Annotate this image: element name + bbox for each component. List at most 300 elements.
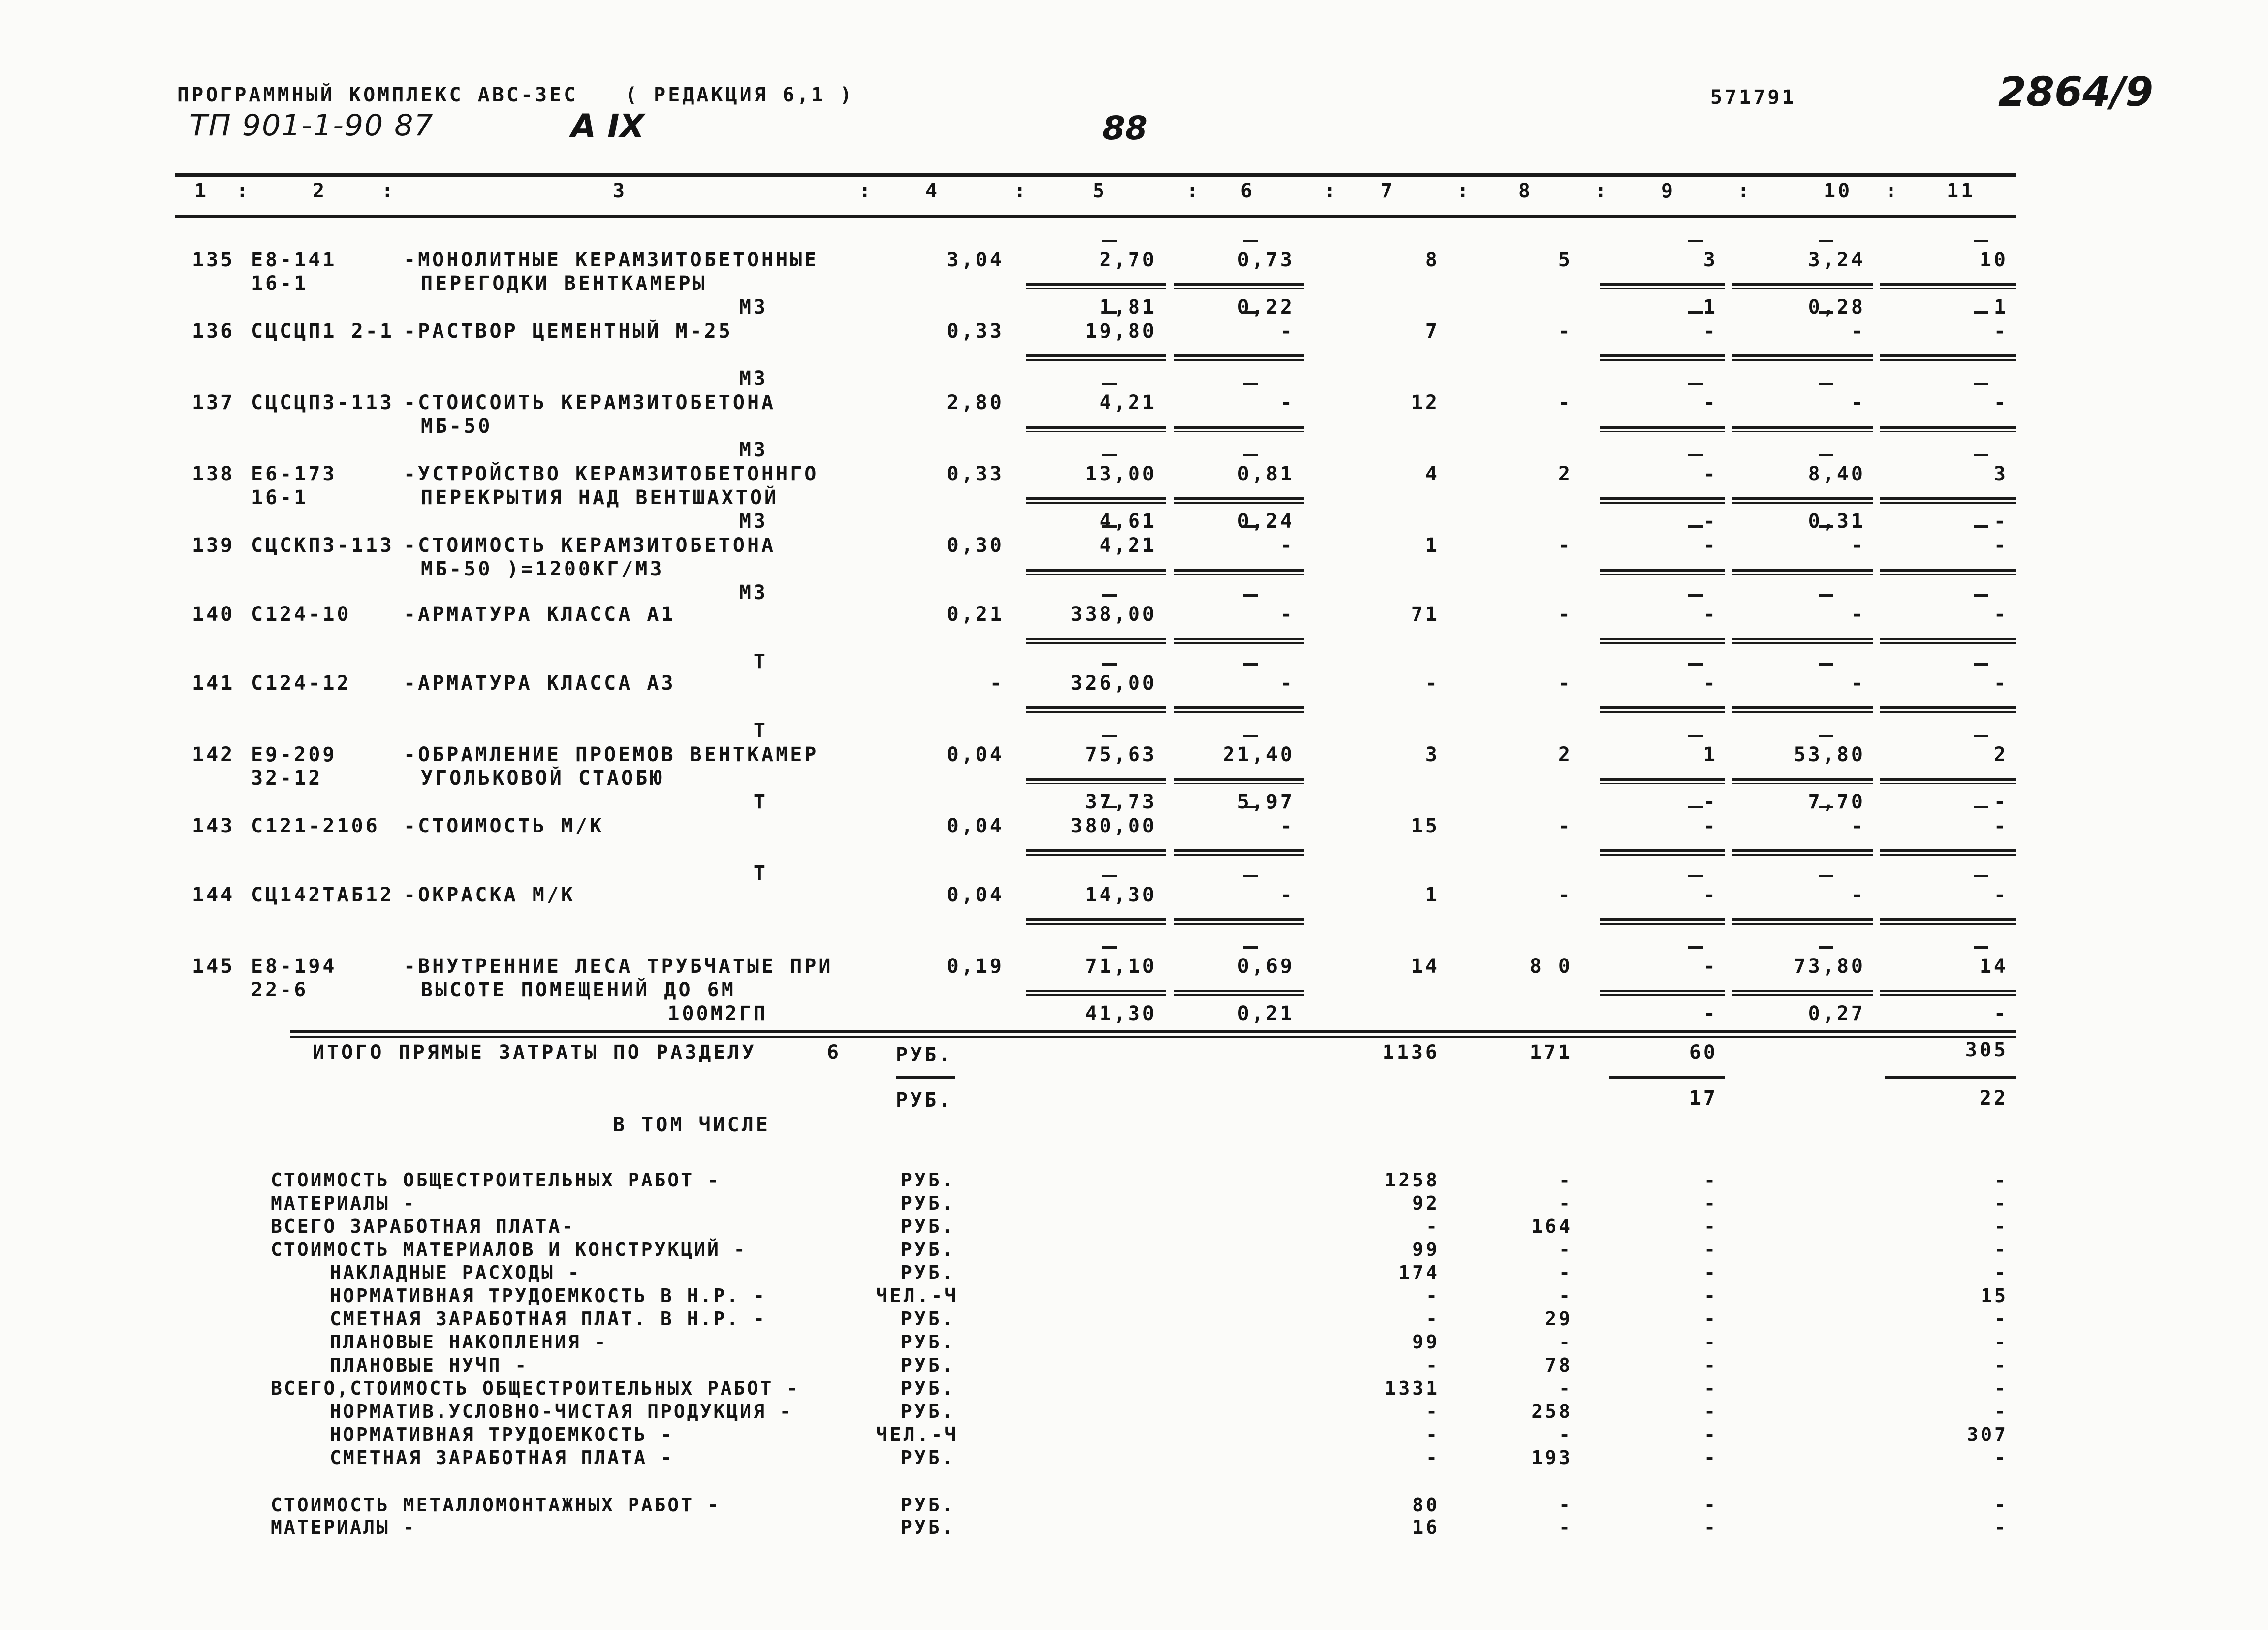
cell-c10-sub: 0,28	[1808, 296, 1865, 319]
cell-c6-sub: 5,97	[1237, 791, 1294, 813]
cell-c7: 14	[1411, 955, 1440, 978]
fraction-line-double	[1174, 359, 1304, 361]
cell-c11: -	[1993, 320, 2008, 343]
cell-c6: -	[1280, 534, 1294, 557]
fraction-line	[1880, 497, 2016, 500]
row-number: 138	[192, 463, 235, 485]
row-description-cont: ПЕРЕГОДКИ ВЕНТКАМЕРЫ	[421, 272, 707, 295]
cell-c10: 73,80	[1794, 955, 1865, 978]
overline-dash	[1102, 663, 1117, 666]
summary-unit: ЧЕЛ.-Ч	[876, 1285, 959, 1307]
cell-c5: 380,00	[1071, 815, 1157, 837]
summary2-label: МАТЕРИАЛЫ -	[271, 1516, 416, 1538]
row-code: Е6-173	[251, 463, 337, 485]
summary-c7: -	[1426, 1424, 1440, 1445]
summary-c8: 164	[1531, 1215, 1573, 1237]
summary-unit: РУБ.	[901, 1192, 956, 1214]
cell-c11: -	[1993, 391, 2008, 414]
row-unit: Т	[753, 791, 768, 813]
row-number: 140	[192, 603, 235, 626]
summary-c9: -	[1704, 1354, 1718, 1376]
summary-c7: 99	[1412, 1239, 1440, 1260]
summary-c7: 1331	[1385, 1377, 1440, 1399]
summary-c11: -	[1994, 1354, 2008, 1376]
fraction-line	[1026, 706, 1166, 709]
summary-c9: -	[1704, 1239, 1718, 1260]
totals-c7: 1136	[1382, 1041, 1440, 1064]
summary2-c9: -	[1704, 1516, 1718, 1538]
cell-c7: 12	[1411, 391, 1440, 414]
row-description: -ОКРАСКА М/К	[404, 884, 575, 906]
summary-label: ПЛАНОВЫЕ НУЧП -	[330, 1354, 529, 1376]
row-unit: М3	[739, 581, 768, 604]
fraction-line	[1174, 918, 1304, 921]
summary-c11: -	[1994, 1215, 2008, 1237]
fraction-line	[1026, 283, 1166, 286]
overline-dash	[1243, 735, 1258, 737]
summary-c9: -	[1704, 1169, 1718, 1191]
overline-dash	[1819, 383, 1833, 385]
overline-dash	[1102, 311, 1117, 314]
cell-c10: -	[1851, 534, 1865, 557]
row-quantity: 0,33	[946, 320, 1004, 343]
fraction-line-double	[1732, 923, 1873, 925]
column-header: 4	[925, 180, 940, 202]
cell-c10-sub: 0,27	[1808, 1002, 1865, 1025]
fraction-line	[1880, 638, 2016, 640]
fraction-line	[1174, 778, 1304, 781]
row-unit: Т	[753, 650, 768, 673]
fraction-line	[1732, 990, 1873, 992]
summary-c7: -	[1426, 1354, 1440, 1376]
summary-c9: -	[1704, 1401, 1718, 1422]
page-number: 88	[1102, 109, 1148, 147]
row-code: С121-2106	[251, 815, 380, 837]
summary-c8: -	[1559, 1169, 1573, 1191]
column-header: 10	[1824, 180, 1853, 202]
cell-c8: 2	[1558, 743, 1573, 766]
document-code: 571791	[1710, 86, 1796, 109]
cell-c8: 5	[1558, 249, 1573, 271]
cell-c11-sub: -	[1993, 791, 2008, 813]
summary2-c8: -	[1559, 1494, 1573, 1516]
overline-dash	[1974, 663, 1988, 666]
row-number: 143	[192, 815, 235, 837]
row-unit: 100М2ГП	[667, 1002, 768, 1025]
fraction-line	[1880, 849, 2016, 852]
row-description: -УСТРОЙСТВО КЕРАМЗИТОБЕТОННГО	[404, 463, 819, 485]
cell-c6-sub: 0,24	[1237, 510, 1294, 533]
summary-c9: -	[1704, 1377, 1718, 1399]
row-code-sub: 32-12	[251, 767, 323, 790]
column-header: 6	[1240, 180, 1255, 202]
summary-c8: 29	[1545, 1308, 1573, 1330]
summary-unit: ЧЕЛ.-Ч	[876, 1424, 959, 1445]
cell-c5-sub: 4,61	[1099, 510, 1157, 533]
summary-unit: РУБ.	[901, 1447, 956, 1469]
column-separator: :	[1595, 180, 1609, 202]
fraction-line	[1026, 918, 1166, 921]
fraction-line	[1732, 426, 1873, 429]
fraction-line-double	[1174, 502, 1304, 504]
totals-rule-double	[290, 1036, 2016, 1038]
fraction-line	[1026, 778, 1166, 781]
cell-c9: -	[1703, 391, 1718, 414]
cell-c11: -	[1993, 603, 2008, 626]
column-header: 3	[613, 180, 628, 202]
summary-c7: 99	[1412, 1331, 1440, 1353]
cell-c6: 0,73	[1237, 249, 1294, 271]
fraction-line-double	[1600, 288, 1725, 289]
summary-c9: -	[1704, 1285, 1718, 1307]
overline-dash	[1243, 240, 1258, 242]
summary-c11: -	[1994, 1192, 2008, 1214]
overline-dash	[1688, 806, 1703, 808]
totals-c9-sub: 17	[1689, 1087, 1718, 1110]
overline-dash	[1102, 806, 1117, 808]
overline-dash	[1819, 594, 1833, 597]
row-quantity: 0,04	[946, 884, 1004, 906]
fraction-line-double	[1880, 359, 2016, 361]
summary-unit: РУБ.	[901, 1262, 956, 1283]
fraction-line	[1026, 990, 1166, 992]
fraction-line	[1600, 569, 1725, 572]
overline-dash	[1243, 875, 1258, 877]
row-code-sub: 16-1	[251, 486, 309, 509]
summary2-unit: РУБ.	[901, 1494, 956, 1516]
row-unit: Т	[753, 862, 768, 885]
cell-c7: 15	[1411, 815, 1440, 837]
fraction-line-double	[1600, 994, 1725, 996]
column-header: 5	[1093, 180, 1107, 202]
project-number: ТП 901-1-90 87	[189, 108, 434, 143]
column-header: 1	[194, 180, 209, 202]
row-description: -СТОИМОСТЬ М/К	[404, 815, 604, 837]
overline-dash	[1974, 240, 1988, 242]
fraction-line	[1600, 849, 1725, 852]
summary-c9: -	[1704, 1192, 1718, 1214]
column-header: 7	[1381, 180, 1395, 202]
cell-c6: -	[1280, 320, 1294, 343]
row-number: 135	[192, 249, 235, 271]
fraction-line-double	[1732, 783, 1873, 784]
cell-c5: 4,21	[1099, 391, 1157, 414]
overline-dash	[1974, 383, 1988, 385]
row-description-cont: ПЕРЕКРЫТИЯ НАД ВЕНТШАХТОЙ	[421, 486, 779, 509]
fraction-line-double	[1174, 574, 1304, 575]
summary2-c7: 16	[1412, 1516, 1440, 1538]
summary-c7: 174	[1398, 1262, 1440, 1283]
cell-c5: 71,10	[1085, 955, 1157, 978]
fraction-line-double	[1600, 923, 1725, 925]
summary-c8: 193	[1531, 1447, 1573, 1469]
fraction-line	[1880, 990, 2016, 992]
cell-c5: 326,00	[1071, 672, 1157, 695]
cell-c6: -	[1280, 603, 1294, 626]
summary2-label: СТОИМОСТЬ МЕТАЛЛОМОНТАЖНЫХ РАБОТ -	[271, 1494, 721, 1516]
column-header: 8	[1518, 180, 1533, 202]
overline-dash	[1243, 525, 1258, 528]
overline-dash	[1102, 454, 1117, 456]
summary-c11: 307	[1967, 1424, 2008, 1445]
summary-c11: -	[1994, 1447, 2008, 1469]
summary-unit: РУБ.	[901, 1331, 956, 1353]
fraction-line	[1026, 569, 1166, 572]
cell-c7: 71	[1411, 603, 1440, 626]
fraction-line-double	[1026, 854, 1166, 856]
row-description: -РАСТВОР ЦЕМЕНТНЫЙ М-25	[404, 320, 733, 343]
overline-dash	[1243, 594, 1258, 597]
fraction-line-double	[1732, 994, 1873, 996]
cell-c8: -	[1558, 320, 1573, 343]
fraction-line-double	[1880, 574, 2016, 575]
summary2-c8: -	[1559, 1516, 1573, 1538]
overline-dash	[1688, 594, 1703, 597]
fraction-line	[1732, 778, 1873, 781]
cell-c7: 1	[1425, 884, 1440, 906]
summary-c8: -	[1559, 1285, 1573, 1307]
row-code: СЦСЦП3-113	[251, 391, 394, 414]
subheading: В ТОМ ЧИСЛЕ	[613, 1114, 770, 1136]
column-header: 2	[313, 180, 327, 202]
fraction-line	[1732, 354, 1873, 357]
totals-c9: 60	[1689, 1041, 1718, 1064]
fraction-line	[1732, 849, 1873, 852]
fraction-line	[1026, 497, 1166, 500]
cell-c10-sub: 7,70	[1808, 791, 1865, 813]
row-code: Е8-194	[251, 955, 337, 978]
cell-c5-sub: 41,30	[1085, 1002, 1157, 1025]
column-separator: :	[1014, 180, 1029, 202]
fraction-line-double	[1026, 783, 1166, 784]
summary-c8: -	[1559, 1331, 1573, 1353]
fraction-line	[1174, 283, 1304, 286]
row-description: -СТОИМОСТЬ КЕРАМЗИТОБЕТОНА	[404, 534, 776, 557]
cell-c8: -	[1558, 603, 1573, 626]
summary-c9: -	[1704, 1308, 1718, 1330]
row-quantity: 2,80	[946, 391, 1004, 414]
row-unit: М3	[739, 439, 768, 461]
cell-c6: 0,81	[1237, 463, 1294, 485]
summary-unit: РУБ.	[901, 1239, 956, 1260]
summary-c9: -	[1704, 1215, 1718, 1237]
cell-c6-sub: 0,22	[1237, 296, 1294, 319]
summary-label: ВСЕГО ЗАРАБОТНАЯ ПЛАТА-	[271, 1215, 575, 1237]
summary-c8: -	[1559, 1192, 1573, 1214]
fraction-line	[1600, 354, 1725, 357]
cell-c9: -	[1703, 320, 1718, 343]
fraction-line-double	[1026, 642, 1166, 644]
fraction-line-double	[1600, 574, 1725, 575]
cell-c8: 8 0	[1529, 955, 1573, 978]
summary-c8: 78	[1545, 1354, 1573, 1376]
cell-c11: 3	[1993, 463, 2008, 485]
overline-dash	[1688, 240, 1703, 242]
column-separator: :	[381, 180, 396, 202]
edition-label: ( РЕДАКЦИЯ 6,1 )	[625, 84, 854, 106]
cell-c11: -	[1993, 884, 2008, 906]
row-description: -ОБРАМЛЕНИЕ ПРОЕМОВ ВЕНТКАМЕР	[404, 743, 819, 766]
column-separator: :	[1885, 180, 1900, 202]
column-separator: :	[1457, 180, 1472, 202]
fraction-line	[1880, 283, 2016, 286]
cell-c6: 21,40	[1223, 743, 1294, 766]
row-description: -СТОИСОИТЬ КЕРАМЗИТОБЕТОНА	[404, 391, 776, 414]
row-number: 144	[192, 884, 235, 906]
overline-dash	[1688, 875, 1703, 877]
cell-c10: 8,40	[1808, 463, 1865, 485]
row-unit: М3	[739, 367, 768, 390]
row-quantity: 0,19	[946, 955, 1004, 978]
fraction-line-double	[1732, 642, 1873, 644]
summary-c11: -	[1994, 1401, 2008, 1422]
row-number: 145	[192, 955, 235, 978]
row-description-cont: УГОЛЬКОВОЙ СТАОБЮ	[421, 767, 664, 790]
cell-c11-sub: -	[1993, 510, 2008, 533]
fraction-line	[1174, 354, 1304, 357]
summary-label: ВСЕГО,СТОИМОСТЬ ОБЩЕСТРОИТЕЛЬНЫХ РАБОТ -	[271, 1377, 800, 1399]
row-description: -МОНОЛИТНЫЕ КЕРАМЗИТОБЕТОННЫЕ	[404, 249, 819, 271]
cell-c11: -	[1993, 534, 2008, 557]
fraction-line-double	[1026, 288, 1166, 289]
overline-dash	[1688, 311, 1703, 314]
summary-c11: -	[1994, 1169, 2008, 1191]
row-description-cont: МБ-50 )=1200КГ/М3	[421, 558, 664, 580]
fraction-line-double	[1880, 783, 2016, 784]
fraction-line	[1600, 990, 1725, 992]
overline-dash	[1102, 875, 1117, 877]
row-quantity: 3,04	[946, 249, 1004, 271]
summary-label: СТОИМОСТЬ МАТЕРИАЛОВ И КОНСТРУКЦИЙ -	[271, 1239, 747, 1260]
summary2-c11: -	[1994, 1516, 2008, 1538]
row-quantity: 0,30	[946, 534, 1004, 557]
cell-c5-sub: 37,73	[1085, 791, 1157, 813]
cell-c5: 14,30	[1085, 884, 1157, 906]
summary-unit: РУБ.	[901, 1169, 956, 1191]
overline-dash	[1243, 806, 1258, 808]
overline-dash	[1974, 525, 1988, 528]
row-unit: М3	[739, 296, 768, 319]
cell-c8: 2	[1558, 463, 1573, 485]
cell-c10: -	[1851, 672, 1865, 695]
cell-c8: -	[1558, 884, 1573, 906]
cell-c10: 3,24	[1808, 249, 1865, 271]
overline-dash	[1819, 663, 1833, 666]
summary-c11: -	[1994, 1262, 2008, 1283]
fraction-line-double	[1026, 502, 1166, 504]
fraction-line-double	[1880, 994, 2016, 996]
fraction-line-double	[1600, 502, 1725, 504]
column-header: 9	[1661, 180, 1676, 202]
row-number: 139	[192, 534, 235, 557]
cell-c9: -	[1703, 884, 1718, 906]
fraction-line-double	[1174, 783, 1304, 784]
summary-c8: 258	[1531, 1401, 1573, 1422]
column-header: 11	[1947, 180, 1976, 202]
fraction-line-double	[1880, 288, 2016, 289]
fraction-line-double	[1600, 711, 1725, 713]
header-rule-top	[175, 173, 2016, 177]
summary-label: НОРМАТИВНАЯ ТРУДОЕМКОСТЬ В Н.Р. -	[330, 1285, 766, 1307]
overline-dash	[1102, 735, 1117, 737]
row-quantity: 0,33	[946, 463, 1004, 485]
fraction-line-double	[1732, 288, 1873, 289]
summary-c7: 92	[1412, 1192, 1440, 1214]
summary-c8: -	[1559, 1262, 1573, 1283]
fraction-line	[1026, 426, 1166, 429]
fraction-line	[1732, 569, 1873, 572]
summary2-c7: 80	[1412, 1494, 1440, 1516]
summary-c11: -	[1994, 1239, 2008, 1260]
fraction-line	[1026, 354, 1166, 357]
fraction-line-double	[1600, 783, 1725, 784]
cell-c10: -	[1851, 884, 1865, 906]
summary-c7: -	[1426, 1285, 1440, 1307]
fraction-line-double	[1600, 431, 1725, 432]
summary2-unit: РУБ.	[901, 1516, 956, 1538]
fraction-line-double	[1174, 431, 1304, 432]
summary-c7: -	[1426, 1401, 1440, 1422]
fraction-line-double	[1174, 923, 1304, 925]
cell-c6: 0,69	[1237, 955, 1294, 978]
totals-label: ИТОГО ПРЯМЫЕ ЗАТРАТЫ ПО РАЗДЕЛУ	[313, 1041, 756, 1064]
cell-c9: -	[1703, 534, 1718, 557]
fraction-line	[1600, 706, 1725, 709]
row-code: С124-10	[251, 603, 351, 626]
cell-c8: -	[1558, 815, 1573, 837]
archive-stamp: 2864/9	[1998, 69, 2154, 116]
overline-dash	[1819, 240, 1833, 242]
fraction-line	[1732, 918, 1873, 921]
row-code: С124-12	[251, 672, 351, 695]
cell-c6-sub: 0,21	[1237, 1002, 1294, 1025]
summary-c8: -	[1559, 1377, 1573, 1399]
overline-dash	[1243, 663, 1258, 666]
overline-dash	[1688, 946, 1703, 949]
cell-c11: -	[1993, 672, 2008, 695]
cell-c5: 338,00	[1071, 603, 1157, 626]
summary-unit: РУБ.	[901, 1354, 956, 1376]
fraction-line-double	[1880, 502, 2016, 504]
row-unit: М3	[739, 510, 768, 533]
fraction-line-double	[1880, 642, 2016, 644]
cell-c11: 2	[1993, 743, 2008, 766]
overline-dash	[1243, 311, 1258, 314]
fraction-line-double	[1174, 711, 1304, 713]
cell-c6: -	[1280, 815, 1294, 837]
column-separator: :	[1737, 180, 1752, 202]
overline-dash	[1243, 383, 1258, 385]
fraction-line-double	[1880, 854, 2016, 856]
overline-dash	[1974, 594, 1988, 597]
cell-c10: -	[1851, 815, 1865, 837]
overline-dash	[1688, 525, 1703, 528]
fraction-line	[1174, 990, 1304, 992]
cell-c11: -	[1993, 815, 2008, 837]
totals-unit: РУБ.	[896, 1044, 953, 1066]
row-number: 141	[192, 672, 235, 695]
overline-dash	[1819, 454, 1833, 456]
fraction-line	[1026, 638, 1166, 640]
summary-label: НОРМАТИВНАЯ ТРУДОЕМКОСТЬ -	[330, 1424, 674, 1445]
fraction-line-double	[1732, 854, 1873, 856]
row-code-sub: 16-1	[251, 272, 309, 295]
overline-dash	[1819, 946, 1833, 949]
cell-c11-sub: -	[1993, 1002, 2008, 1025]
cell-c9: 3	[1703, 249, 1718, 271]
cell-c11: 10	[1979, 249, 2008, 271]
fraction-line	[1026, 849, 1166, 852]
